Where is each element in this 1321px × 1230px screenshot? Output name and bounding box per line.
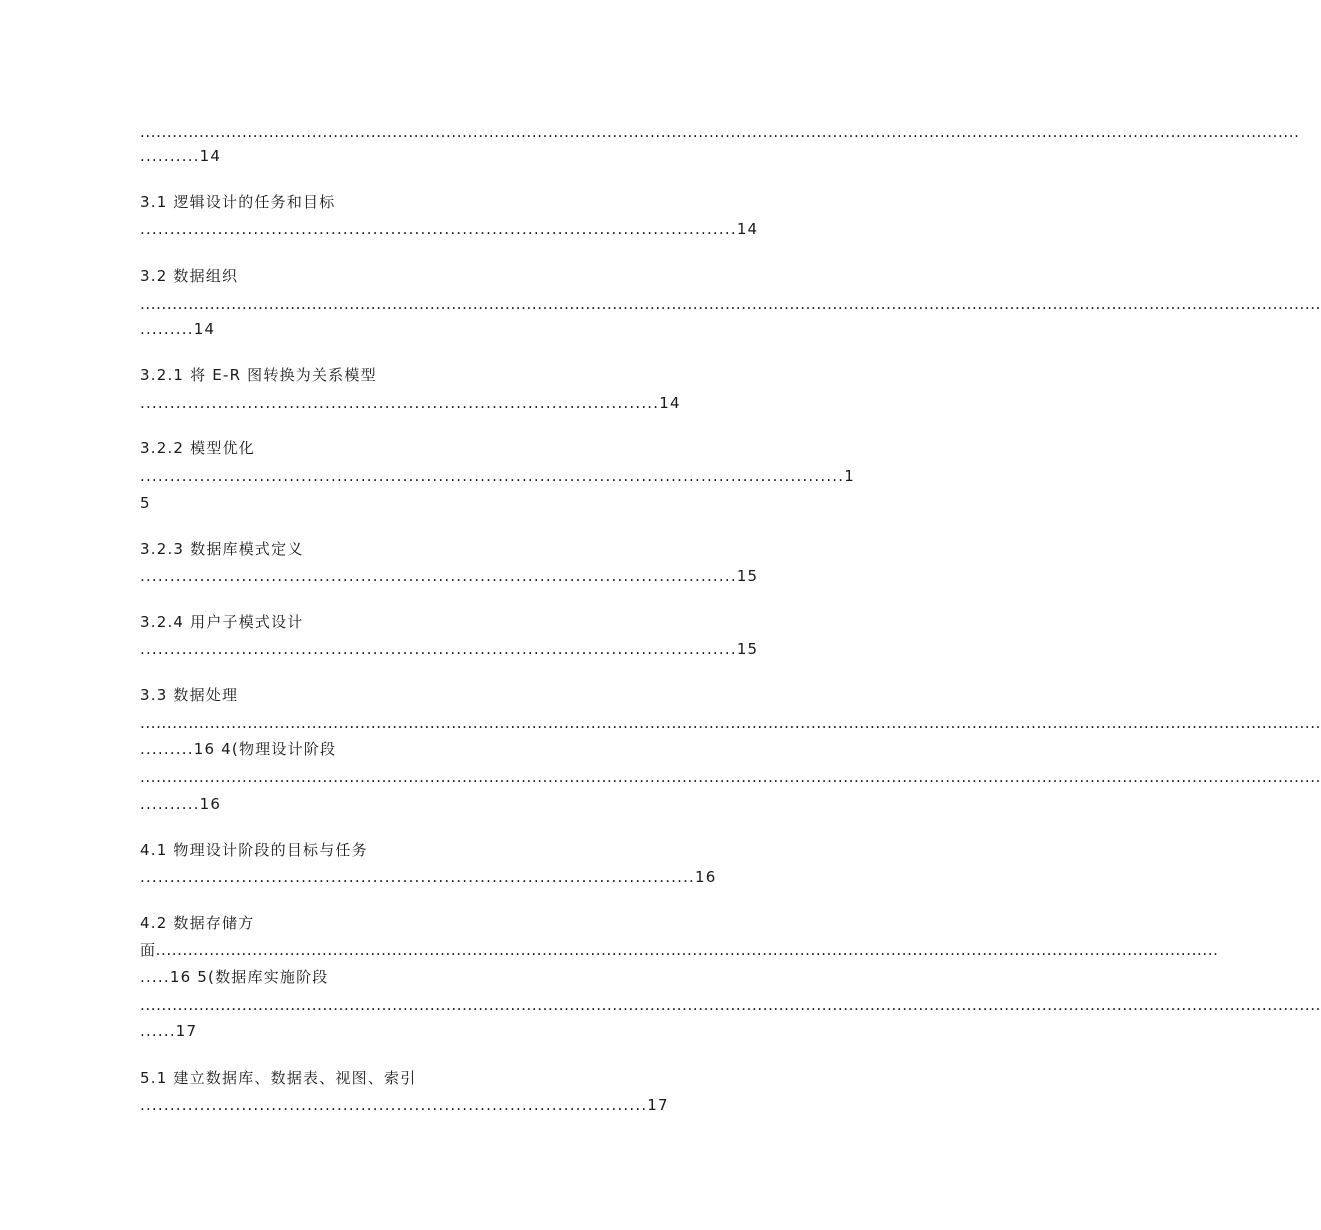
toc-leader-line: ............................................................................................................................................................................................................................ [140, 295, 1321, 313]
toc-leader-line: 面...................................................................................................................................................................................................... [140, 941, 1219, 959]
toc-entry-leader: .............................................................................................16 [140, 868, 717, 886]
toc-entry-title: 4.1 物理设计阶段的目标与任务 [140, 841, 368, 859]
toc-entry-page: .........16 4(物理设计阶段 [140, 740, 337, 758]
toc-entry-title: 5.1 建立数据库、数据表、视图、索引 [140, 1069, 417, 1087]
toc-entry-leader: .....................................................................................17 [140, 1096, 669, 1114]
toc-entry-title: 3.2.4 用户子模式设计 [140, 613, 304, 631]
toc-entry-title: 3.1 逻辑设计的任务和目标 [140, 193, 336, 211]
toc-entry-leader: ....................................................................................................15 [140, 640, 759, 658]
toc-entry-leader: ....................................................................................................14 [140, 220, 759, 238]
toc-entry-title: 3.2.3 数据库模式定义 [140, 540, 304, 558]
toc-entry-leader: .......................................................................................14 [140, 394, 681, 412]
toc-entry-page: .........14 [140, 320, 216, 338]
toc-entry-page: ..........16 [140, 795, 222, 813]
toc-entry-title: 3.3 数据处理 [140, 686, 239, 704]
toc-entry-page: 5 [140, 494, 151, 512]
toc-entry-title: 3.2.2 模型优化 [140, 439, 255, 457]
toc-entry-page: ..........14 [140, 147, 222, 165]
toc-leader-line: ........................................................................................................................................................................................................................ [140, 123, 1300, 141]
toc-entry-leader: ......................................................................................................................1 [140, 467, 855, 485]
toc-entry-page: .....16 5(数据库实施阶段 [140, 968, 329, 986]
toc-leader-line: ............................................................................................................................................................................................................................ [140, 768, 1321, 786]
toc-entry-title: 4.2 数据存储方 [140, 914, 255, 932]
toc-entry-leader: ....................................................................................................15 [140, 567, 759, 585]
toc-leader-line: ............................................................................................................................................................................................................................ [140, 996, 1321, 1014]
toc-entry-title: 3.2 数据组织 [140, 267, 239, 285]
toc-entry-title: 3.2.1 将 E-R 图转换为关系模型 [140, 366, 377, 384]
toc-entry-page: ......17 [140, 1022, 198, 1040]
toc-leader-line: ............................................................................................................................................................................................................................ [140, 714, 1321, 732]
